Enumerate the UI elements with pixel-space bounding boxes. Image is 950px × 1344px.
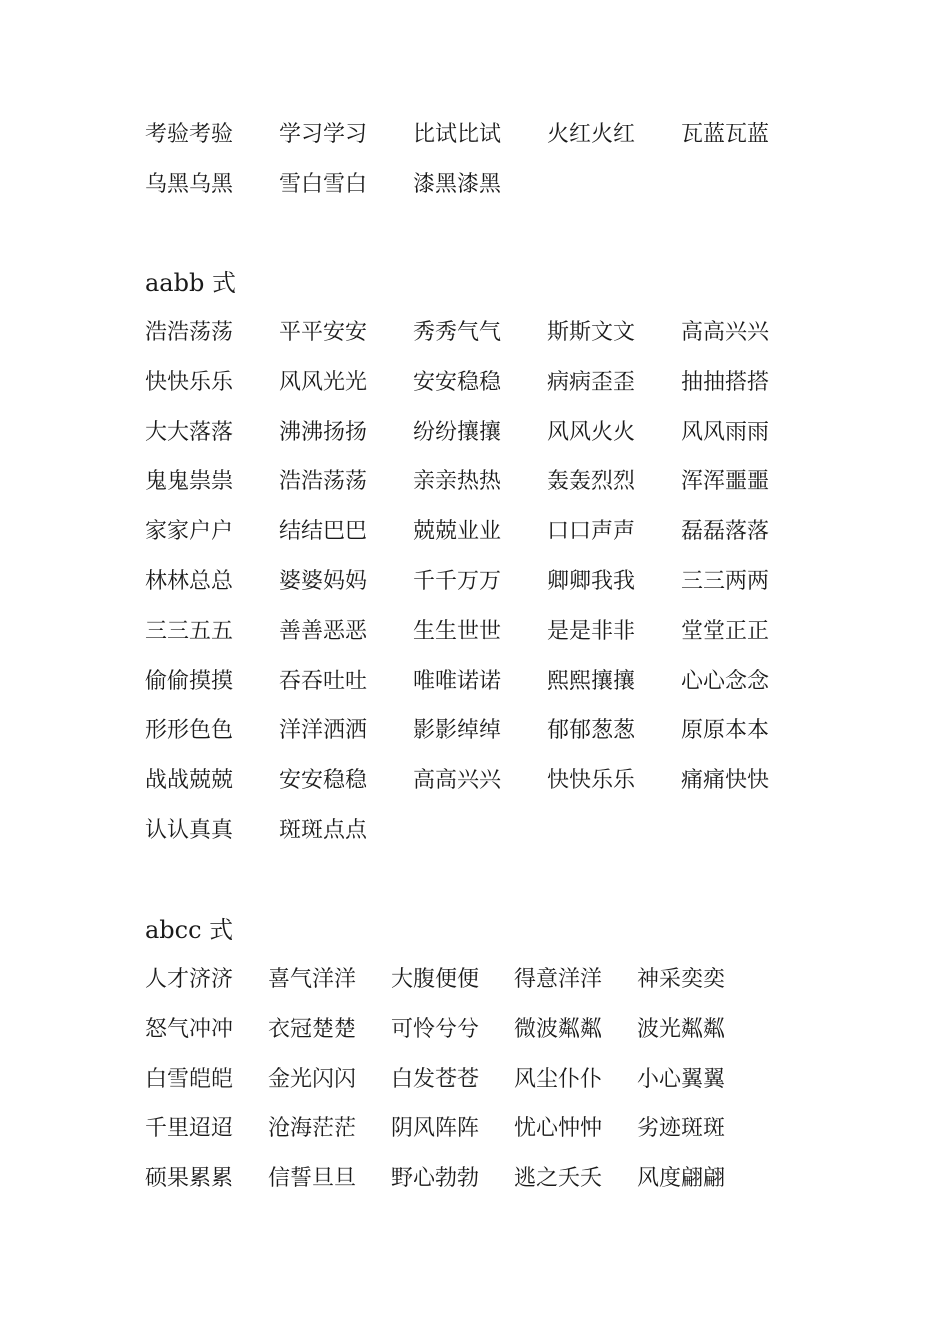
word-item: 亲亲热热	[413, 469, 502, 495]
word-row	[145, 160, 815, 210]
word-item: 平平安安	[279, 320, 368, 345]
word-item: 金光闪闪	[268, 1066, 357, 1092]
word-item: 白雪皑皑	[145, 1066, 234, 1092]
word-item: 家家户户	[145, 519, 234, 545]
word-item: 白发苍苍	[391, 1066, 480, 1092]
section-repeated-abab	[145, 110, 815, 210]
word-row	[145, 1154, 760, 1204]
word-item: 怒气冲冲	[145, 1016, 234, 1042]
word-row	[145, 110, 815, 160]
word-item: 抽抽搭搭	[681, 369, 770, 395]
word-item: 卿卿我我	[547, 568, 636, 594]
word-item: 认认真真	[145, 817, 234, 843]
word-row	[145, 457, 815, 507]
word-item: 喜气洋洋	[268, 967, 357, 992]
word-item: 形形色色	[145, 718, 234, 744]
word-item: 乌黑乌黑	[145, 171, 234, 197]
word-row	[145, 1104, 760, 1154]
word-item: 鬼鬼祟祟	[145, 469, 234, 495]
section-heading: abcc 式	[145, 916, 234, 944]
word-row	[145, 607, 815, 657]
word-item: 高高兴兴	[413, 768, 502, 794]
word-item: 风度翩翩	[637, 1166, 726, 1192]
word-item: 三三两两	[681, 568, 770, 594]
word-item: 林林总总	[145, 568, 234, 594]
word-item: 唯唯诺诺	[413, 668, 502, 694]
word-item: 快快乐乐	[145, 369, 234, 395]
word-item: 浩浩荡荡	[279, 469, 368, 495]
word-item: 波光粼粼	[637, 1016, 726, 1042]
word-item: 磊磊落落	[681, 519, 770, 545]
word-row	[145, 408, 815, 458]
word-item: 婆婆妈妈	[279, 568, 368, 594]
word-item: 结结巴巴	[279, 519, 368, 545]
section-abcc	[145, 905, 760, 1204]
word-item: 斑斑点点	[279, 817, 368, 843]
word-item: 得意洋洋	[514, 967, 603, 992]
word-item: 千里迢迢	[145, 1116, 234, 1142]
word-item: 善善恶恶	[279, 618, 368, 644]
word-item: 劣迹斑斑	[637, 1116, 726, 1142]
word-item: 斯斯文文	[547, 320, 636, 345]
word-item: 是是非非	[547, 618, 636, 644]
word-item: 风风光光	[279, 369, 368, 395]
word-item: 雪白雪白	[279, 171, 368, 197]
word-item: 原原本本	[681, 718, 770, 744]
word-item: 神采奕奕	[637, 967, 726, 992]
word-item: 信誓旦旦	[268, 1166, 357, 1192]
section-aabb	[145, 258, 815, 856]
word-item: 风尘仆仆	[514, 1066, 603, 1092]
word-item: 三三五五	[145, 618, 234, 644]
word-item: 衣冠楚楚	[268, 1016, 357, 1042]
word-item: 阴风阵阵	[391, 1116, 480, 1142]
word-item: 病病歪歪	[547, 369, 636, 395]
word-item: 火红火红	[547, 122, 636, 147]
word-item: 风风雨雨	[681, 419, 770, 445]
word-item: 轰轰烈烈	[547, 469, 636, 495]
word-item: 兢兢业业	[413, 519, 502, 545]
word-item: 口口声声	[547, 519, 636, 545]
word-item: 人才济济	[145, 967, 234, 992]
word-item: 郁郁葱葱	[547, 718, 636, 744]
section-heading: aabb 式	[145, 269, 236, 297]
word-item: 快快乐乐	[547, 768, 636, 794]
word-item: 逃之夭夭	[514, 1166, 603, 1192]
word-row	[145, 955, 760, 1005]
word-item: 秀秀气气	[413, 320, 502, 345]
word-item: 风风火火	[547, 419, 636, 445]
word-row	[145, 308, 815, 358]
word-row	[145, 557, 815, 607]
word-item: 纷纷攘攘	[413, 419, 502, 445]
word-item: 浑浑噩噩	[681, 469, 770, 495]
word-item: 安安稳稳	[413, 369, 502, 395]
word-item: 千千万万	[413, 568, 502, 594]
word-item: 生生世世	[413, 618, 502, 644]
word-row	[145, 706, 815, 756]
word-item: 堂堂正正	[681, 618, 770, 644]
word-row	[145, 806, 815, 856]
word-row	[145, 756, 815, 806]
word-item: 熙熙攘攘	[547, 668, 636, 694]
word-item: 影影绰绰	[413, 718, 502, 744]
word-item: 沧海茫茫	[268, 1116, 357, 1142]
word-item: 野心勃勃	[391, 1166, 480, 1192]
word-item: 战战兢兢	[145, 768, 234, 794]
word-item: 学习学习	[279, 122, 368, 147]
word-row	[145, 1005, 760, 1055]
word-item: 吞吞吐吐	[279, 668, 368, 694]
word-item: 大大落落	[145, 419, 234, 445]
word-item: 心心念念	[681, 668, 770, 694]
word-item: 大腹便便	[391, 967, 480, 992]
word-item: 洋洋洒洒	[279, 718, 368, 744]
word-item: 沸沸扬扬	[279, 419, 368, 445]
word-item: 微波粼粼	[514, 1016, 603, 1042]
word-row	[145, 507, 815, 557]
word-item: 痛痛快快	[681, 768, 770, 794]
word-item: 考验考验	[145, 122, 234, 147]
word-item: 浩浩荡荡	[145, 320, 234, 345]
word-item: 漆黑漆黑	[413, 171, 502, 197]
word-item: 安安稳稳	[279, 768, 368, 794]
word-item: 比试比试	[413, 122, 502, 147]
word-item: 高高兴兴	[681, 320, 770, 345]
word-item: 偷偷摸摸	[145, 668, 234, 694]
word-item: 硕果累累	[145, 1166, 234, 1192]
word-item: 可怜兮兮	[391, 1016, 480, 1042]
word-row	[145, 1055, 760, 1105]
word-row	[145, 358, 815, 408]
word-row	[145, 657, 815, 707]
word-item: 忧心忡忡	[514, 1116, 603, 1142]
word-item: 小心翼翼	[637, 1066, 726, 1092]
word-item: 瓦蓝瓦蓝	[681, 122, 770, 147]
